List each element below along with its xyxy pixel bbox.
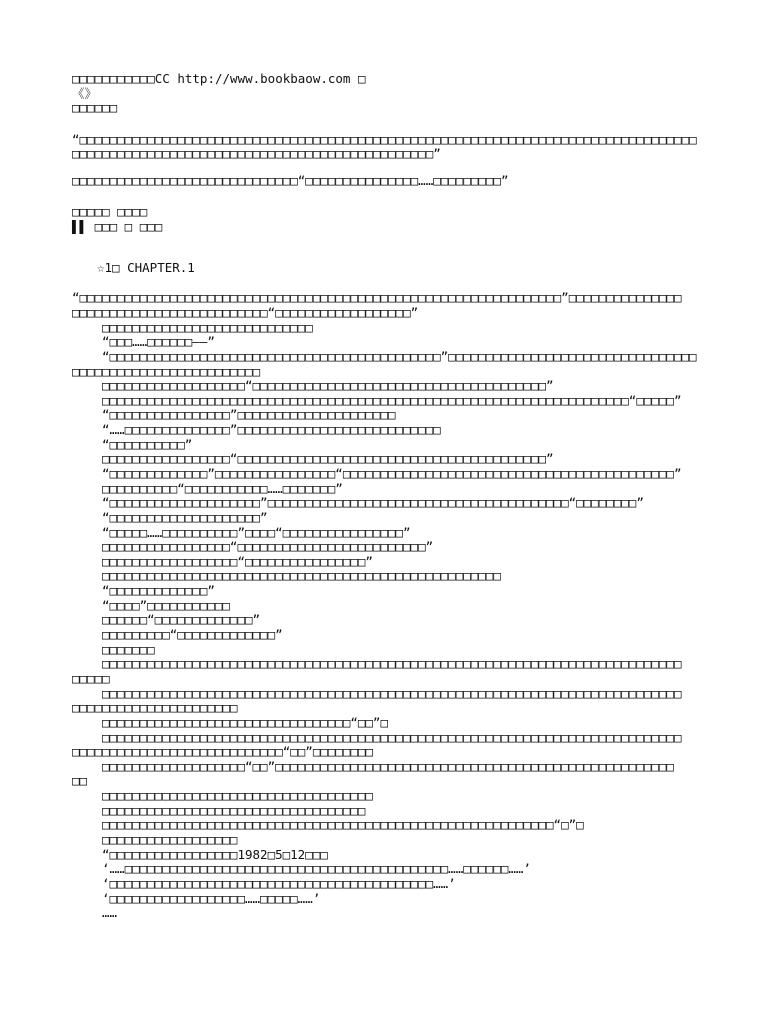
body-line: □□□□□□“□□□□□□□□□□□□□” — [102, 613, 261, 628]
body-line: …… — [102, 906, 118, 921]
body-line: “□□□□□□□□□□□□□□□□□□□□” — [102, 510, 268, 525]
body-line: “□□□□□□□□□□□□□□□□□1982□5□12□□□ — [102, 847, 328, 862]
body-line: □□□□□□□□□□□□□□□□□□ — [102, 833, 238, 848]
body-line: “□□□……□□□□□□——” — [102, 335, 215, 350]
body-line: “……□□□□□□□□□□□□□□”□□□□□□□□□□□□□□□□□□□□□□□□□□□ — [102, 423, 441, 438]
site-source-line: □□□□□□□□□□□CC http://www.bookbaow.com □ — [72, 72, 366, 86]
body-line: □□□□□□□□□□□□□□□□□□□□□□□□□□□□□□□□□□□□□□□□□□□□□□□□□□□□□□□□□□□□“□”□ — [102, 818, 584, 833]
body-line: □□□□□□□□□□□□□□□□□□□□□□□□□□□□□□□□□□□□□□□□□□□□□□□□□□□□□ — [102, 569, 501, 584]
body-line: □□□□□□□□□□□□□□□□□□□□□□□□□□□□□□□□□□□ — [102, 803, 366, 818]
author-line: ▌▌ □□□ □ □□□ — [72, 219, 163, 234]
body-line: ‘□□□□□□□□□□□□□□□□□□……□□□□□……’ — [102, 891, 321, 906]
body-line: “□□□□□□□□□□” — [102, 437, 193, 452]
body-line: □□□□□□□□□□□□□□□□□□□□□□□□□□□□□□□□□□□□□□□□□□□□□□□□□□□□□□□□□□□□□□□□□□□□□□□□□□□□□ — [102, 657, 682, 672]
quote-block — [0, 174, 768, 189]
body-line: □□□□□□□□□□□□□□□□□□□□□□□□□□□□□□□□□□□□□□□□□□□□□□□□□□□□□□□□□□□□□□□□□□□□□□□□□□□□□ — [102, 730, 682, 745]
body-line: ‘□□□□□□□□□□□□□□□□□□□□□□□□□□□□□□□□□□□□□□□□□□□……’ — [102, 876, 456, 891]
book-title: 《》 — [72, 86, 98, 101]
chapter-heading: ☆1□ CHAPTER.1 — [97, 261, 195, 276]
body-line: □□ — [72, 774, 88, 789]
body-line: □□□□□□□□□□□□□□□□□□□“□□□□□□□□□□□□□□□□□□□□□□□□□□□□□□□□□□□□□□□” — [102, 379, 554, 394]
intro-line: “□□□□□□□□□□□□□□□□□□□□□□□□□□□□□□□□□□□□□□□□□□□□□□□□□□□□□□□□□□□□□□□□□□□□□□□□□□□□□□□□□□ — [72, 132, 697, 147]
author-block — [0, 205, 768, 234]
body-line: “□□□□□……□□□□□□□□□□”□□□□“□□□□□□□□□□□□□□□□” — [102, 525, 411, 540]
body-line: □□□□□□□□□□□□□□□□□□□□□□ — [72, 701, 238, 716]
body-line: “□□□□□□□□□□□□□□□□□□□□”□□□□□□□□□□□□□□□□□□□□□□□□□□□□□□□□□□□□□□□□“□□□□□□□□” — [102, 496, 644, 511]
body-line: □□□□□□□□□“□□□□□□□□□□□□□” — [102, 628, 283, 643]
body-line: □□□□□□□□□□□□□□□□□□□□□□□□□□□□ — [102, 320, 313, 335]
body-line: “□□□□□□□□□□□□□□□□”□□□□□□□□□□□□□□□□□□□□□ — [102, 408, 396, 423]
body-line: □□□□□□□□□□□□□□□□□□□□□□□□□□□□“□□”□□□□□□□□ — [72, 745, 374, 760]
author-line: □□□□□ □□□□ — [72, 205, 148, 220]
source-header — [0, 72, 768, 116]
body-line: □□□□□□□□□□□□□□□□□□□□□□□□□□□□□□□□□□□□□□□□□□□□□□□□□□□□□□□□□□□□□□□□□□□□□□“□□□□□” — [102, 393, 682, 408]
chapter-heading-block — [0, 261, 768, 276]
body-line: “□□□□□□□□□□□□□□□□□□□□□□□□□□□□□□□□□□□□□□□□□□□□”□□□□□□□□□□□□□□□□□□□□□□□□□□□□□□□□□ — [102, 349, 697, 364]
body-line: □□□□□□□□□□□□□□□□□□□□□□□□□ — [72, 364, 261, 379]
chapter-body — [0, 291, 768, 921]
quote-line: □□□□□□□□□□□□□□□□□□□□□□□□□□□□□□“□□□□□□□□□□□□□□□……□□□□□□□□□” — [72, 174, 509, 189]
book-subtitle: □□□□□□ — [72, 101, 118, 116]
body-line: □□□□□□□□□□□□□□□□□“□□□□□□□□□□□□□□□□□□□□□□□□□□□□□□□□□□□□□□□□□” — [102, 452, 554, 467]
body-line: □□□□□□□□□□□□□□□□□“□□□□□□□□□□□□□□□□□□□□□□□□□” — [102, 540, 434, 555]
body-line: “□□□□□□□□□□□□□”□□□□□□□□□□□□□□□□“□□□□□□□□□□□□□□□□□□□□□□□□□□□□□□□□□□□□□□□□□□□□” — [102, 467, 682, 481]
body-line: □□□□□□□ — [102, 642, 155, 657]
body-line: □□□□□□□□□□□□□□□□□□□“□□”□□□□□□□□□□□□□□□□□□□□□□□□□□□□□□□□□□□□□□□□□□□□□□□□□□□□□ — [102, 759, 674, 774]
intro-blurb — [0, 133, 768, 162]
body-line: □□□□□□□□□□“□□□□□□□□□□□……□□□□□□□” — [102, 481, 343, 496]
body-line: “□□□□□□□□□□□□□” — [102, 584, 215, 599]
body-line: □□□□□□□□□□□□□□□□□□□□□□□□□□□□□□□□□□□□ — [102, 789, 373, 804]
body-line: □□□□□□□□□□□□□□□□□□□□□□□□□□“□□□□□□□□□□□□□□□□□□” — [72, 305, 419, 320]
body-line: “□□□□”□□□□□□□□□□□ — [102, 598, 230, 613]
body-line: □□□□□□□□□□□□□□□□□□□□□□□□□□□□□□□□□“□□”□ — [102, 715, 388, 730]
body-line: □□□□□□□□□□□□□□□□□□□□□□□□□□□□□□□□□□□□□□□□□□□□□□□□□□□□□□□□□□□□□□□□□□□□□□□□□□□□□ — [102, 686, 682, 701]
body-line: “□□□□□□□□□□□□□□□□□□□□□□□□□□□□□□□□□□□□□□□□□□□□□□□□□□□□□□□□□□□□□□□□”□□□□□□□□□□□□□□□ — [72, 291, 682, 306]
body-line: ‘……□□□□□□□□□□□□□□□□□□□□□□□□□□□□□□□□□□□□□□□□□□□……□□□□□□……’ — [102, 862, 531, 877]
body-line: □□□□□□□□□□□□□□□□□□“□□□□□□□□□□□□□□□□” — [102, 554, 373, 569]
body-line: □□□□□ — [72, 671, 110, 686]
intro-line: □□□□□□□□□□□□□□□□□□□□□□□□□□□□□□□□□□□□□□□□□□□□□□□□” — [72, 147, 441, 162]
